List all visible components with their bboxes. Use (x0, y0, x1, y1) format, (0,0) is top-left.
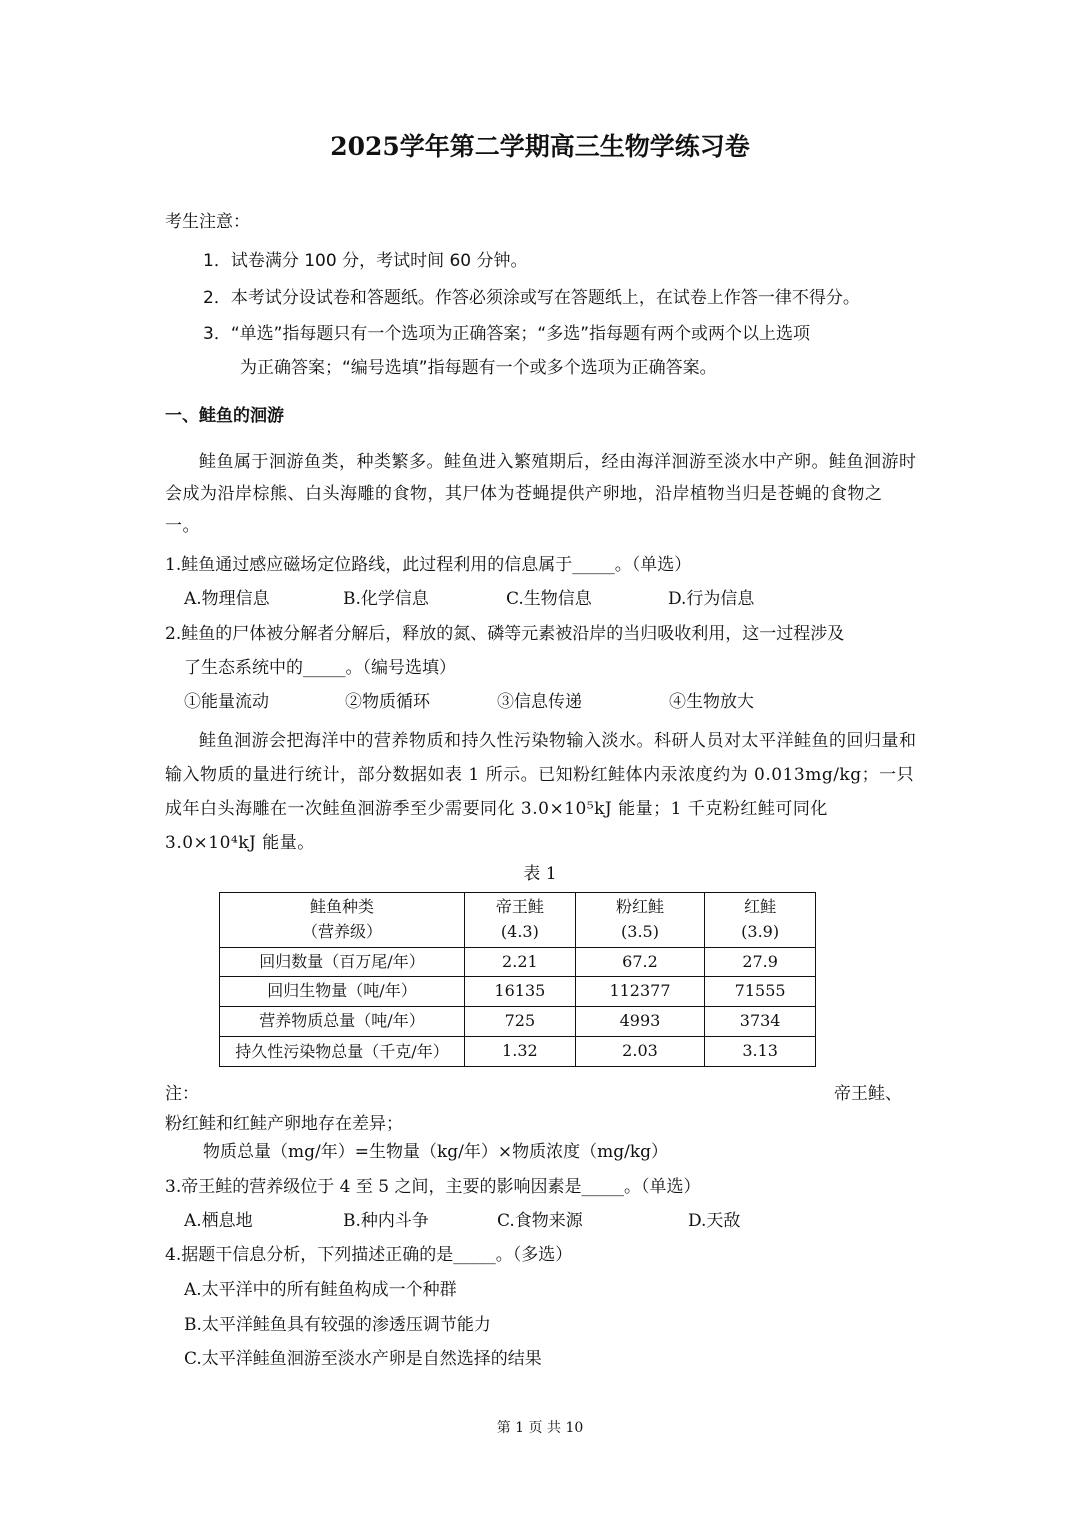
table-cell: 3.13 (705, 1036, 816, 1066)
table-cell: 67.2 (575, 947, 705, 977)
salmon-table (219, 892, 816, 1067)
table-header-col (465, 893, 576, 948)
note-item-3: 3．“单选”指每题只有一个选项为正确答案；“多选”指每题有两个或两个以上选项 (203, 324, 811, 344)
table-header-row (220, 893, 816, 948)
question-4-stem: 4.据题干信息分析，下列描述正确的是_____。（多选） (165, 1245, 573, 1265)
question-1-stem: 1.鲑鱼通过感应磁场定位路线，此过程利用的信息属于_____。（单选） (165, 555, 692, 575)
notes-heading: 考生注意： (165, 212, 250, 232)
option: D.行为信息 (668, 589, 755, 609)
table-cell: 2.03 (575, 1036, 705, 1066)
note-item-1: 1．试卷满分 100 分，考试时间 60 分钟。 (203, 251, 528, 271)
data-paragraph: 鲑鱼洄游会把海洋中的营养物质和持久性污染物输入淡水。科研人员对太平洋鲑鱼的回归量和输入物质的量进行统计，部分数据如表 1 所示。已知粉红鲑体内汞浓度约为 0.013mg/kg；一只成年白头海雕在一次鲑鱼洄游季至少需要同化 3.0×10⁵kJ 能量；1 千克粉红鲑可同化 3.0×10⁴kJ 能量。 (165, 731, 917, 853)
section-heading: 一、鲑鱼的洄游 (165, 406, 284, 426)
row-label: 回归生物量（吨/年） (220, 977, 465, 1007)
table-row (220, 1036, 816, 1066)
table-note-line2: 粉红鲑和红鲑产卵地存在差异； (165, 1114, 403, 1134)
option: ①能量流动 (184, 692, 269, 712)
table-note-formula: 物质总量（mg/年）=生物量（kg/年）×物质浓度（mg/kg） (203, 1142, 669, 1162)
option: ②物质循环 (345, 692, 430, 712)
option: B.种内斗争 (343, 1211, 429, 1231)
note-item-2: 2．本考试分设试卷和答题纸。作答必须涂或写在答题纸上，在试卷上作答一律不得分。 (203, 288, 860, 308)
table-row (220, 947, 816, 977)
trophic-level: (3.5) (621, 921, 659, 941)
table-cell: 1.32 (465, 1036, 576, 1066)
table-cell: 725 (465, 1007, 576, 1037)
table-header-label (220, 893, 465, 948)
option: C.太平洋鲑鱼洄游至淡水产卵是自然选择的结果 (184, 1349, 542, 1369)
table-cell: 112377 (575, 977, 705, 1007)
question-3-stem: 3.帝王鲑的营养级位于 4 至 5 之间，主要的影响因素是_____。（单选） (165, 1177, 701, 1197)
page-footer: 第 1 页 共 10 (496, 1420, 584, 1436)
table-note-label: 注： (165, 1084, 199, 1104)
table-caption: 表 1 (523, 864, 557, 884)
option: C.生物信息 (506, 589, 592, 609)
table-cell: 3734 (705, 1007, 816, 1037)
table-note-right: 帝王鲑、 (834, 1084, 902, 1104)
row-label: 营养物质总量（吨/年） (220, 1007, 465, 1037)
option: B.化学信息 (343, 589, 429, 609)
option: ③信息传递 (497, 692, 582, 712)
table-cell: 16135 (465, 977, 576, 1007)
table-cell: 27.9 (705, 947, 816, 977)
header-label-line1: 鲑鱼种类 (309, 897, 374, 916)
trophic-level: (4.3) (500, 921, 539, 941)
species-name: 粉红鲑 (615, 897, 664, 916)
option: A.栖息地 (184, 1211, 253, 1231)
row-label: 持久性污染物总量（千克/年） (220, 1036, 465, 1066)
option: D.天敌 (688, 1211, 741, 1231)
option: C.食物来源 (497, 1211, 583, 1231)
option: A.太平洋中的所有鲑鱼构成一个种群 (184, 1280, 457, 1300)
option: ④生物放大 (669, 692, 754, 712)
table-cell: 2.21 (465, 947, 576, 977)
note-item-3-cont: 为正确答案；“编号选填”指每题有一个或多个选项为正确答案。 (240, 358, 717, 378)
row-label: 回归数量（百万尾/年） (220, 947, 465, 977)
page-title: 2025学年第二学期高三生物学练习卷 (330, 132, 750, 161)
species-name: 帝王鲑 (495, 897, 544, 916)
question-2-stem-cont: 了生态系统中的_____。（编号选填） (184, 658, 456, 678)
trophic-level: (3.9) (741, 921, 780, 941)
table-row (220, 1007, 816, 1037)
table-row (220, 977, 816, 1007)
question-2-stem: 2.鲑鱼的尸体被分解者分解后，释放的氮、磷等元素被沿岸的当归吸收利用，这一过程涉及 (165, 624, 845, 644)
header-label-line2: （营养级） (301, 921, 382, 941)
intro-paragraph: 鲑鱼属于洄游鱼类，种类繁多。鲑鱼进入繁殖期后，经由海洋洄游至淡水中产卵。鲑鱼洄游时会成为沿岸棕熊、白头海雕的食物，其尸体为苍蝇提供产卵地，沿岸植物当归是苍蝇的食物之一。 (165, 452, 917, 536)
option: A.物理信息 (184, 589, 270, 609)
table-cell: 71555 (705, 977, 816, 1007)
option: B.太平洋鲑鱼具有较强的渗透压调节能力 (184, 1315, 491, 1335)
table-cell: 4993 (575, 1007, 705, 1037)
table-header-col (575, 893, 705, 948)
species-name: 红鲑 (744, 897, 777, 916)
table-header-col (705, 893, 816, 948)
